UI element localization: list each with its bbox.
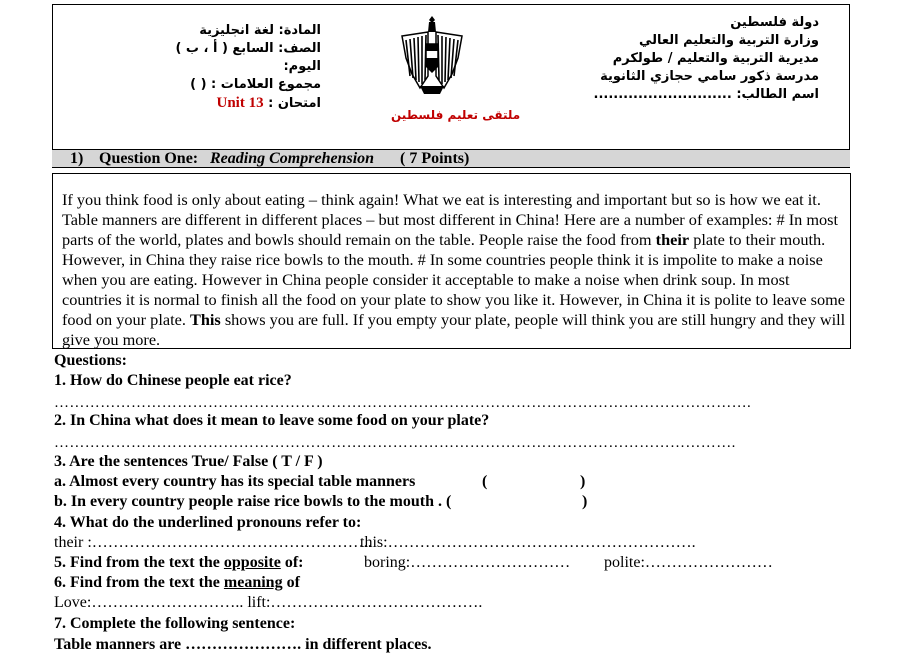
question-5-pre: 5. Find from the text the <box>54 554 224 571</box>
question-6-pre: 6. Find from the text the <box>54 574 224 591</box>
question-1: 1. How do Chinese people eat rice? <box>54 372 292 389</box>
student-name-line <box>594 86 820 104</box>
question-4-their[interactable]: their :…………………………………………….. <box>54 534 372 551</box>
passage-text-3: shows you are full. If you empty your plate, people will think you are still hungry and they will give you more. <box>62 310 846 349</box>
header-ministry: وزارة التربية والتعليم العالي <box>638 33 819 48</box>
question-3: 3. Are the sentences True/ False ( T / F ) <box>54 453 323 470</box>
question-one-number: 1) <box>70 150 84 167</box>
center-caption: ملتقى تعليم فلسطين <box>391 108 521 122</box>
exam-label: امتحان : <box>268 96 321 111</box>
passage-bold-their: their <box>655 230 690 249</box>
header-right-block <box>594 14 820 104</box>
header-directorate: مديرية التربية والتعليم / طولكرم <box>612 51 819 66</box>
question-5-post: of: <box>280 554 304 571</box>
student-name-label: اسم الطالب: <box>736 87 819 102</box>
question-4: 4. What do the underlined pronouns refer to: <box>54 514 362 531</box>
question-6 <box>54 574 300 592</box>
question-6-post: of <box>282 574 300 591</box>
question-5-polite-dots: …………………… <box>644 554 773 571</box>
question-6-underlined: meaning <box>223 574 283 591</box>
question-1-answer-line[interactable]: ………………………………………………………………………………………………………………………. <box>54 395 752 411</box>
header-total-marks: مجموع العلامات : ( ) <box>190 77 321 92</box>
question-7-sentence[interactable]: Table manners are …………………. in different places. <box>54 636 432 653</box>
question-4-this[interactable]: this:…………………………………………………. <box>360 534 696 551</box>
passage-bold-this: This <box>189 310 221 329</box>
question-5-polite[interactable] <box>604 554 773 572</box>
passage-text-2: plate to their mouth. However, in China they raise rice bowls to the mouth. # In some countries people think it is impolite to make a noise when you are eating. However in China people consider it acceptable to make a noise when drink soup. In most countries it is normal to finish all the food on your plate to show you like it. However, in China it is polite to leave some food on your plate. <box>62 230 845 329</box>
question-5-polite-label: polite: <box>604 554 645 571</box>
palestine-eagle-emblem <box>398 14 466 96</box>
header-exam-line <box>175 94 321 113</box>
question-5-boring-label: boring: <box>364 554 411 571</box>
question-3b: b. In every country people raise rice bowls to the mouth . ( <box>54 493 452 510</box>
question-5-boring-dots: ………………………… <box>410 554 571 571</box>
question-2: 2. In China what does it mean to leave some food on your plate? <box>54 412 490 429</box>
question-one-bar <box>52 150 850 168</box>
question-3a-paren-open[interactable]: ( <box>482 473 488 490</box>
header-day: اليوم: <box>283 59 321 74</box>
question-3a-paren-close[interactable]: ) <box>580 473 586 490</box>
question-5-underlined: opposite <box>223 554 281 571</box>
header-grade: الصف: السابع ( أ ، ب ) <box>175 41 321 56</box>
student-name-dots: ............................ <box>593 87 732 102</box>
question-2-answer-line[interactable]: ……………………………………………………………………………………………………………………. <box>54 435 736 451</box>
question-one-subtitle: Reading Comprehension <box>210 150 375 167</box>
question-3b-paren-close[interactable]: ) <box>582 493 588 510</box>
header-country: دولة فلسطين <box>730 15 819 30</box>
reading-passage <box>52 173 851 349</box>
question-3a: a. Almost every country has its special table manners <box>54 473 416 490</box>
question-7: 7. Complete the following sentence: <box>54 615 296 632</box>
questions-heading: Questions: <box>54 352 127 369</box>
question-one-title: Question One: <box>99 150 199 167</box>
header-subject: المادة: لغة انجليزية <box>199 23 321 38</box>
header-left-block <box>175 22 321 113</box>
question-6-answers[interactable]: Love:……………………….. lift:…………………………………. <box>54 594 483 611</box>
question-one-points: ( 7 Points) <box>400 150 470 167</box>
question-5 <box>54 554 303 572</box>
passage-text-1: If you think food is only about eating – think again! What we eat is interesting and important but so is how we eat it. Table manners are different in different places – but most different in China! Here are a number of examples: # In most parts of the world, plates and bowls should remain on the table. People raise the food from <box>62 190 839 249</box>
question-5-boring[interactable] <box>364 554 570 572</box>
header-school: مدرسة ذكور سامي حجازي الثانوية <box>600 69 819 84</box>
exam-unit: Unit 13 <box>216 95 264 111</box>
